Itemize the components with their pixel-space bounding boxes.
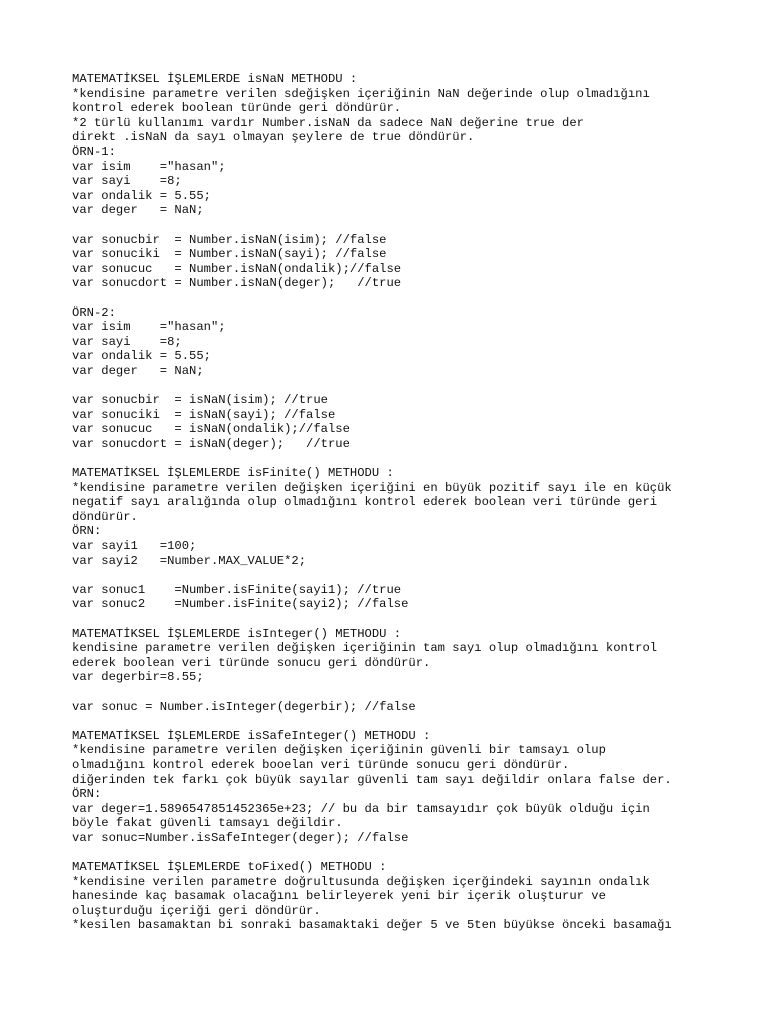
text-line: var deger=1.5896547851452365e+23; // bu da bir tamsayıdır çok büyük olduğu için: [72, 801, 650, 816]
text-line: negatif sayı aralığında olup olmadığını kontrol ederek boolean veri türünde geri: [72, 495, 658, 510]
text-line: var sonuciki = Number.isNaN(sayi); //false: [72, 247, 387, 262]
text-line: var sonuc1 =Number.isFinite(sayi1); //true: [72, 582, 402, 597]
text-line: *kendisine parametre verilen değişken içeriğini en büyük pozitif sayı ile en küçük: [72, 480, 672, 495]
text-line: var sonuc=Number.isSafeInteger(deger); //false: [72, 830, 409, 845]
text-line: var sayi2 =Number.MAX_VALUE*2;: [72, 553, 307, 568]
text-line: *2 türlü kullanımı vardır Number.isNaN da sadece NaN değerine true der: [72, 115, 584, 130]
text-line: var ondalik = 5.55;: [72, 349, 211, 364]
text-line: kendisine parametre verilen değişken içeriğinin tam sayı olup olmadığını kontrol: [72, 641, 658, 656]
text-line: [72, 291, 762, 306]
text-line: var sonucuc = Number.isNaN(ondalik);//false: [72, 261, 402, 276]
text-line: var sonucuc = isNaN(ondalik);//false: [72, 422, 350, 437]
text-line: [72, 685, 762, 700]
text-line: MATEMATİKSEL İŞLEMLERDE isSafeInteger() METHODU :: [72, 728, 431, 743]
text-line: var sonuc2 =Number.isFinite(sayi2); //false: [72, 597, 409, 612]
text-line: hanesinde kaç basamak olacağını belirleyerek yeni bir içerik oluşturur ve: [72, 889, 606, 904]
text-line: var degerbir=8.55;: [72, 670, 204, 685]
text-line: [72, 378, 762, 393]
text-line: var sayi =8;: [72, 334, 182, 349]
text-line: var sonucdort = isNaN(deger); //true: [72, 436, 350, 451]
text-line: *kendisine parametre verilen değişken içeriğinin güvenli bir tamsayı olup: [72, 743, 606, 758]
text-line: [72, 451, 762, 466]
text-line: olmadığını kontrol ederek booelan veri türünde sonucu geri döndürür.: [72, 757, 570, 772]
text-line: var ondalik = 5.55;: [72, 188, 211, 203]
text-line: *kesilen basamaktan bi sonraki basamaktaki değer 5 ve 5ten büyükse önceki basamağı: [72, 918, 672, 933]
text-line: [72, 568, 762, 583]
text-line: var deger = NaN;: [72, 363, 204, 378]
text-line: diğerinden tek farkı çok büyük sayılar güvenli tam sayı değildir onlara false der.: [72, 772, 672, 787]
text-line: var sonucbir = isNaN(isim); //true: [72, 393, 328, 408]
text-line: var deger = NaN;: [72, 203, 204, 218]
text-line: kontrol ederek boolean türünde geri döndürür.: [72, 101, 402, 116]
text-line: var sonucdort = Number.isNaN(deger); //true: [72, 276, 402, 291]
text-line: *kendisine verilen parametre doğrultusunda değişken içerğindeki sayının ondalık: [72, 874, 650, 889]
text-line: döndürür.: [72, 509, 138, 524]
text-line: var isim ="hasan";: [72, 320, 226, 335]
text-line: [72, 714, 762, 729]
text-line: [72, 612, 762, 627]
text-line: direkt .isNaN da sayı olmayan şeylere de true döndürür.: [72, 130, 475, 145]
text-line: oluşturduğu içeriği geri döndürür.: [72, 903, 321, 918]
text-line: var isim ="hasan";: [72, 159, 226, 174]
text-line: ÖRN-1:: [72, 144, 116, 159]
text-line: var sayi =8;: [72, 174, 182, 189]
text-line: ÖRN:: [72, 787, 102, 802]
text-line: *kendisine parametre verilen sdeğişken içeriğinin NaN değerinde olup olmadığını: [72, 86, 650, 101]
text-line: MATEMATİKSEL İŞLEMLERDE isInteger() METHODU :: [72, 626, 402, 641]
text-line: MATEMATİKSEL İŞLEMLERDE isFinite() METHODU :: [72, 466, 394, 481]
text-line: [72, 845, 762, 860]
text-line: var sayi1 =100;: [72, 539, 197, 553]
text-line: MATEMATİKSEL İŞLEMLERDE toFixed() METHODU :: [72, 860, 387, 875]
text-line: ÖRN:: [72, 524, 102, 539]
text-line: böyle fakat güvenli tamsayı değildir.: [72, 816, 343, 831]
text-line: [72, 218, 762, 233]
text-line: var sonuciki = isNaN(sayi); //false: [72, 407, 336, 422]
text-line: var sonuc = Number.isInteger(degerbir); //false: [72, 699, 416, 714]
text-line: var sonucbir = Number.isNaN(isim); //false: [72, 232, 387, 247]
text-line: ÖRN-2:: [72, 305, 116, 320]
document-page: [72, 72, 762, 933]
text-line: MATEMATİKSEL İŞLEMLERDE isNaN METHODU :: [72, 72, 358, 86]
text-line: ederek boolean veri türünde sonucu geri döndürür.: [72, 655, 431, 670]
